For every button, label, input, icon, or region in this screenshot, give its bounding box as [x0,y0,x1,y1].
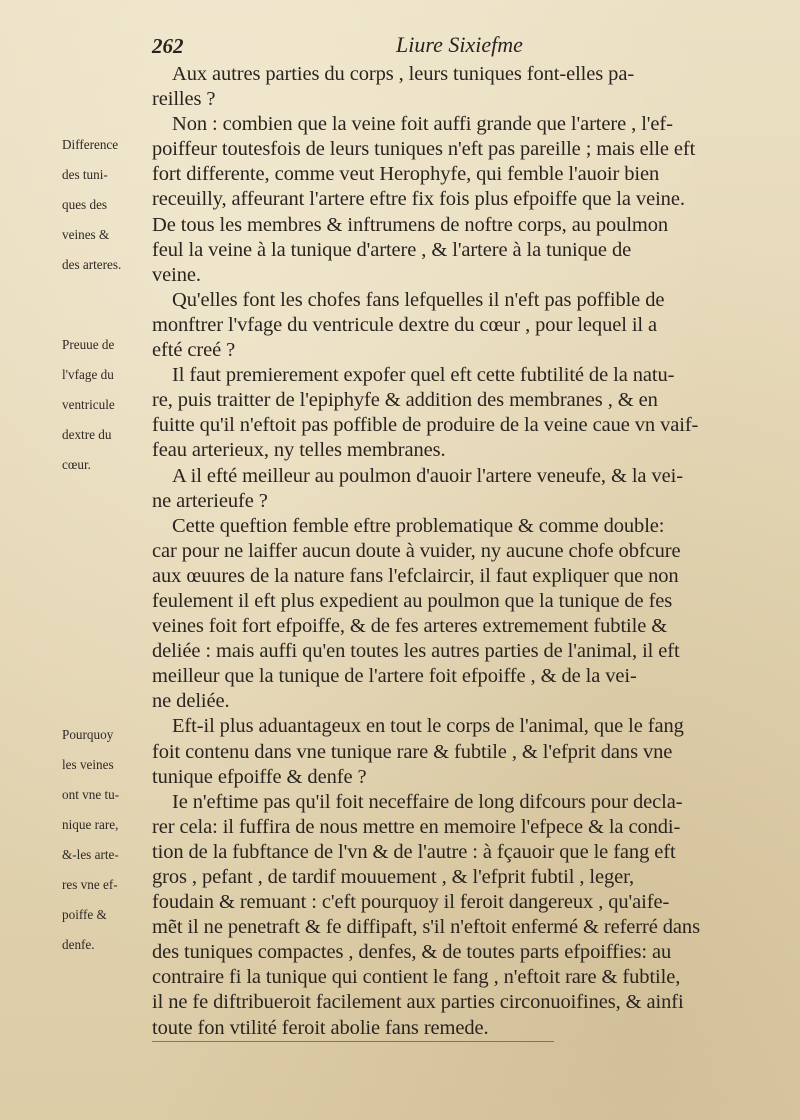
text-line: aux œuures de la nature fans l'efclaircir, il faut expliquer que non [152,564,679,587]
text-line: fort differente, comme veut Herophyfe, qui femble l'auoir bien [152,163,660,186]
text-line: gros , pefant , de tardif mouuement , & l'efprit fubtil , leger, [152,866,635,888]
margin-note-tunic-difference [62,122,148,272]
running-head: Liure Sixiefme [396,32,523,57]
margin-note-line: l'vfage du [62,367,114,382]
text-line: feul la veine à la tunique d'artere , & l'artere à la tunique de [152,238,632,261]
text-line: monftrer l'vfage du ventricule dextre du cœur , pour lequel il a [152,313,658,336]
text-line: foudain & remuant : c'eft pourquoy il feroit dangereux , qu'aife- [152,891,670,914]
text-line: feau arterieux, ny telles membranes. [152,439,446,462]
margin-note-line: poiffe & [62,907,107,922]
text-line: ne arterieufe ? [152,489,268,512]
text-line: re, puis traitter de l'epiphyfe & addition des membranes , & en [152,389,658,412]
text-line: reilles ? [152,88,216,111]
text-line: foit contenu dans vne tunique rare & fubtile , & l'efprit dans vne [152,740,673,763]
text-line: Cette queftion femble eftre problematique & comme double: [172,514,665,537]
margin-note-line: ont vne tu- [62,787,120,802]
text-line: fuitte qu'il n'eftoit pas poffible de produire de la veine caue vn vaif- [152,414,699,437]
margin-note-line: dextre du [62,427,112,442]
main-text-block [152,62,776,1042]
text-line: rer cela: il fuffira de nous mettre en memoire l'efpece & la condi- [152,815,681,838]
text-line: veine. [152,263,201,286]
margin-note-ventricle-proof [62,322,148,472]
text-line: Non : combien que la veine foit auffi grande que l'artere , l'ef- [172,113,673,136]
margin-note-line: veines & [62,227,110,242]
margin-note-line: des arteres. [62,257,122,272]
text-line: meilleur que la tunique de l'artere foit efpoiffe , & de la vei- [152,665,637,688]
text-line: efté creé ? [152,339,236,362]
text-line: deliée : mais auffi qu'en toutes les autres parties de l'animal, il eft [152,640,680,663]
text-line: il ne fe diftribueroit facilement aux parties circonuoifines, & ainfi [152,991,684,1014]
text-line: veines foit fort efpoiffe, & de fes arteres extremement fubtile & [152,615,668,638]
text-line: poiffeur toutesfois de leurs tuniques n'eft pas pareille ; mais elle eft [152,138,696,161]
text-line: Eft-il plus aduantageux en tout le corps de l'animal, que le fang [172,715,684,738]
text-line: receuilly, affeurant l'artere eftre fix fois plus efpoiffe que la veine. [152,188,685,211]
page-number: 262 [152,34,184,58]
margin-note-line: nique rare, [62,817,119,832]
text-line: Il faut premierement expofer quel eft cette fubtilité de la natu- [172,364,675,387]
text-line: De tous les membres & inftrumens de noftre corps, au poulmon [152,213,669,236]
margin-note-line: les veines [62,757,114,772]
text-line: tunique efpoiffe & denfe ? [152,765,367,788]
text-line: ne deliée. [152,690,230,713]
text-line: Qu'elles font les chofes fans lefquelles il n'eft pas poffible de [172,288,665,311]
text-line: tion de la fubftance de l'vn & de l'autre : à fçauoir que le fang eft [152,840,676,863]
text-line: des tuniques compactes , denfes, & de toutes parts efpoiffies: au [152,941,672,964]
text-line: contraire fi la tunique qui contient le fang , n'eftoit rare & fubtile, [152,966,681,989]
text-line: Aux autres parties du corps , leurs tuniques font-elles pa- [172,63,635,85]
margin-note-line: res vne ef- [62,877,118,892]
text-line: car pour ne laiffer aucun doute à vuider, ny aucune chofe obfcure [152,539,681,562]
margin-note-line: Preuue de [62,337,115,352]
text-line: toute fon vtilité feroit abolie fans remede. [152,1016,554,1042]
margin-note-line: &-les arte- [62,847,119,862]
margin-notes [0,0,150,1120]
margin-note-line: Pourquoy [62,727,114,742]
text-line: Ie n'eftime pas qu'il foit neceffaire de long difcours pour decla- [172,790,683,813]
margin-note-line: cœur. [62,457,91,472]
margin-note-line: ventricule [62,397,115,412]
margin-note-line: denfe. [62,937,95,952]
margin-note-line: ques des [62,197,108,212]
text-line: mẽt il ne penetraft & fe diffipaft, s'il n'eftoit enfermé & referré dans [152,916,700,939]
margin-note-line: Difference [62,137,119,152]
margin-note-line: des tuni- [62,167,108,182]
text-line: feulement il eft plus expedient au poulmon que la tunique de fes [152,589,673,612]
margin-note-veins-arteries-why [62,712,148,952]
text-line: A il efté meilleur au poulmon d'auoir l'artere veneufe, & la vei- [172,464,683,487]
